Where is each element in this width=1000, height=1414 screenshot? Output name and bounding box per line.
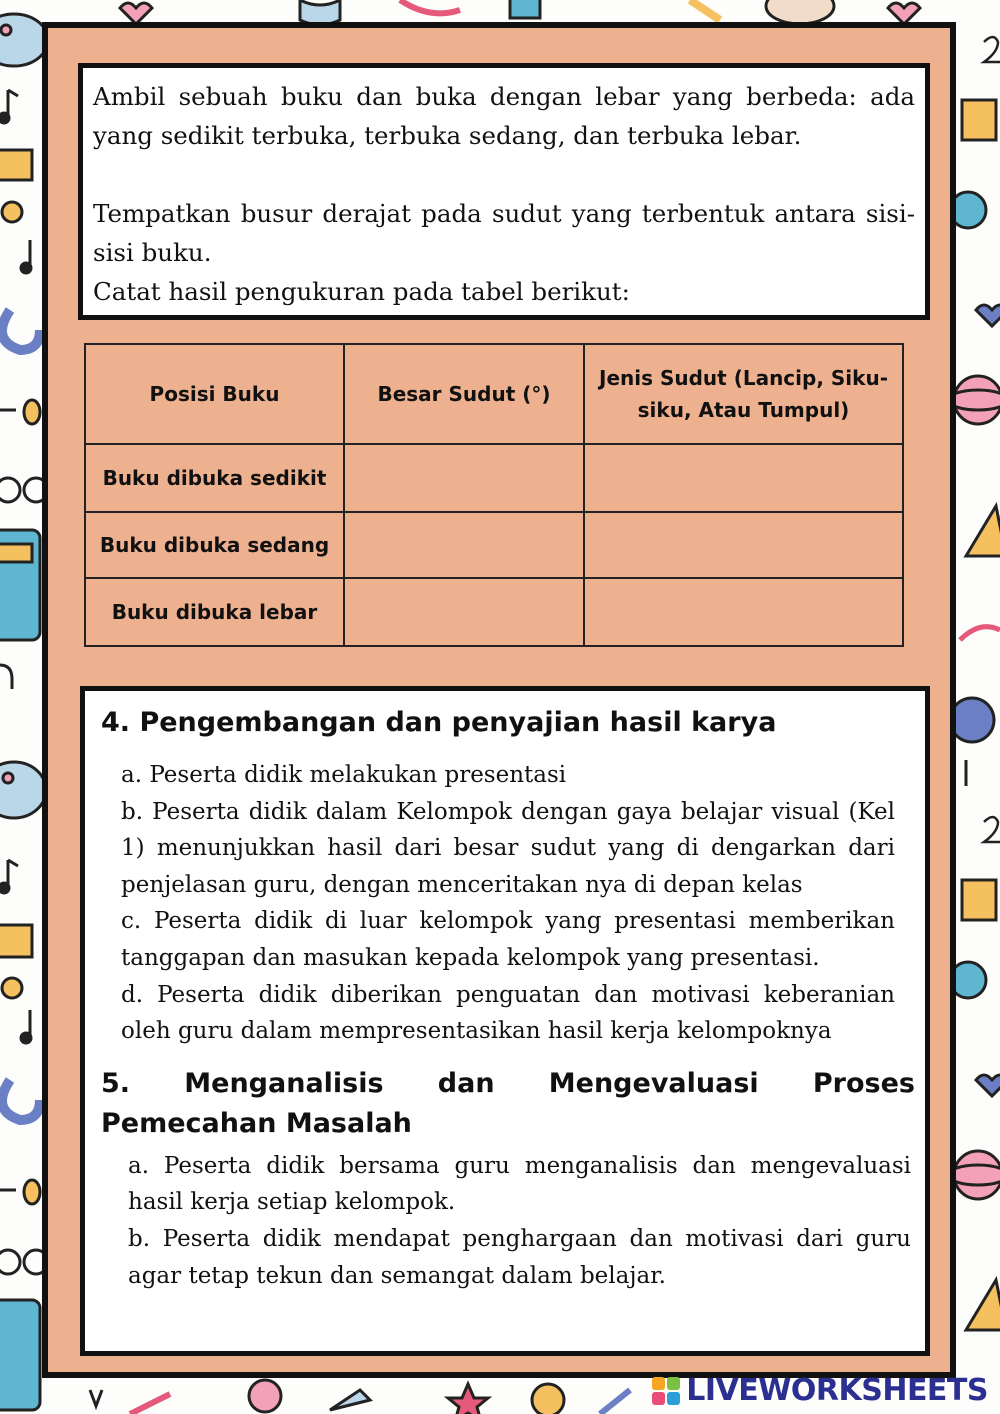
box-icon bbox=[962, 880, 996, 920]
learning-steps-box bbox=[80, 686, 930, 1356]
list-item: c. Peserta didik di luar kelompok yang presentasi memberikan tanggapan dan masukan kepada kelompok yang presentasi. bbox=[121, 908, 895, 971]
column-header-position: Posisi Buku bbox=[85, 344, 344, 444]
angle-type-answer-cell[interactable] bbox=[584, 578, 903, 646]
list-item: b. Peserta didik mendapat penghargaan dan motivasi dari guru agar tetap tekun dan semangat dalam belajar. bbox=[128, 1225, 911, 1289]
lamp-icon bbox=[0, 1180, 40, 1204]
smiley-icon bbox=[249, 1380, 281, 1412]
brand-name: LIVEWORKSHEETS bbox=[686, 1373, 988, 1408]
heart-icon bbox=[976, 305, 1000, 326]
box-icon bbox=[962, 100, 996, 140]
table-row bbox=[85, 512, 903, 578]
wifi-icon bbox=[960, 627, 1000, 640]
section-4-title: 4. Pengembangan dan penyajian hasil karya bbox=[101, 707, 777, 738]
section-4-list bbox=[101, 757, 915, 1050]
row-label: Buku dibuka sedikit bbox=[85, 444, 344, 512]
heart-icon bbox=[976, 1075, 1000, 1096]
number-two-icon bbox=[984, 37, 1000, 62]
list-item: b. Peserta didik dalam Kelompok dengan gaya belajar visual (Kel 1) menunjukkan hasil dari besar sudut yang di dengarkan dari penjelasan guru, dengan menceritakan nya di depan kelas bbox=[121, 798, 895, 898]
list-item: a. Peserta didik bersama guru menganalisis dan mengevaluasi hasil kerja setiap kelompok. bbox=[128, 1152, 911, 1216]
triangle-icon bbox=[966, 506, 1000, 556]
column-header-angle-type: Jenis Sudut (Lancip, Siku-siku, Atau Tumpul) bbox=[584, 344, 903, 444]
ruler-icon bbox=[0, 925, 32, 957]
angle-type-answer-cell[interactable] bbox=[584, 512, 903, 578]
squiggle-icon bbox=[90, 1390, 102, 1406]
palette-icon bbox=[0, 762, 46, 818]
clip-icon bbox=[0, 665, 12, 689]
heart-icon bbox=[888, 3, 920, 24]
rocket-icon bbox=[330, 1390, 370, 1410]
clock-icon bbox=[2, 202, 22, 222]
section-5-list bbox=[101, 1148, 915, 1294]
palette-icon bbox=[766, 0, 834, 24]
row-label: Buku dibuka sedang bbox=[85, 512, 344, 578]
lamp-icon bbox=[0, 400, 40, 424]
instruction-paragraph: Ambil sebuah buku dan buka dengan lebar yang berbeda: ada yang sedikit terbuka, terbuka sedang, dan terbuka lebar. bbox=[93, 82, 915, 150]
music-note-icon bbox=[21, 1010, 31, 1043]
cup-icon bbox=[510, 0, 540, 18]
table-header-row bbox=[85, 344, 903, 444]
clock-icon bbox=[2, 978, 22, 998]
pencil-icon bbox=[690, 0, 720, 20]
music-note-icon bbox=[0, 860, 18, 893]
angle-measurement-table bbox=[84, 343, 904, 647]
globe-icon bbox=[950, 698, 994, 742]
table-row bbox=[85, 444, 903, 512]
column-header-angle: Besar Sudut (°) bbox=[344, 344, 584, 444]
list-item: d. Peserta didik diberikan penguatan dan motivasi keberanian oleh guru dalam mempresentasikan hasil kerja kelompoknya bbox=[121, 981, 895, 1045]
glasses-icon bbox=[0, 1250, 48, 1274]
row-label: Buku dibuka lebar bbox=[85, 578, 344, 646]
star-icon bbox=[448, 1384, 488, 1414]
angle-type-answer-cell[interactable] bbox=[584, 444, 903, 512]
triangle-icon bbox=[966, 1280, 1000, 1330]
calculator-icon bbox=[0, 530, 40, 640]
music-note-icon bbox=[0, 90, 18, 123]
pencil-icon bbox=[600, 1390, 630, 1414]
angle-answer-cell[interactable] bbox=[344, 578, 584, 646]
paragraph-gap bbox=[93, 155, 915, 194]
instructions-box bbox=[78, 63, 930, 320]
pencil-icon bbox=[400, 0, 460, 13]
music-note-icon bbox=[21, 240, 31, 273]
magnet-icon bbox=[2, 1080, 40, 1120]
instruction-paragraph: Tempatkan busur derajat pada sudut yang terbentuk antara sisi-sisi buku. bbox=[93, 199, 915, 267]
instruction-paragraph: Catat hasil pengukuran pada tabel berikut: bbox=[93, 277, 630, 306]
section-5-title: 5. Menganalisis dan Mengevaluasi Proses Pemecahan Masalah bbox=[101, 1067, 915, 1139]
magnet-icon bbox=[2, 310, 40, 350]
angle-answer-cell[interactable] bbox=[344, 512, 584, 578]
number-two-icon bbox=[984, 817, 1000, 842]
calculator-icon bbox=[0, 1300, 40, 1410]
pencil-icon bbox=[130, 1394, 170, 1414]
list-item: a. Peserta didik melakukan presentasi bbox=[121, 762, 567, 788]
globe-icon bbox=[532, 1384, 564, 1414]
liveworksheets-logo-icon bbox=[652, 1377, 680, 1405]
angle-answer-cell[interactable] bbox=[344, 444, 584, 512]
palette-icon bbox=[0, 14, 48, 66]
glasses-icon bbox=[0, 478, 48, 502]
liveworksheets-brand[interactable] bbox=[652, 1373, 988, 1408]
heart-icon bbox=[120, 3, 152, 24]
table-row bbox=[85, 578, 903, 646]
ruler-icon bbox=[0, 150, 32, 180]
